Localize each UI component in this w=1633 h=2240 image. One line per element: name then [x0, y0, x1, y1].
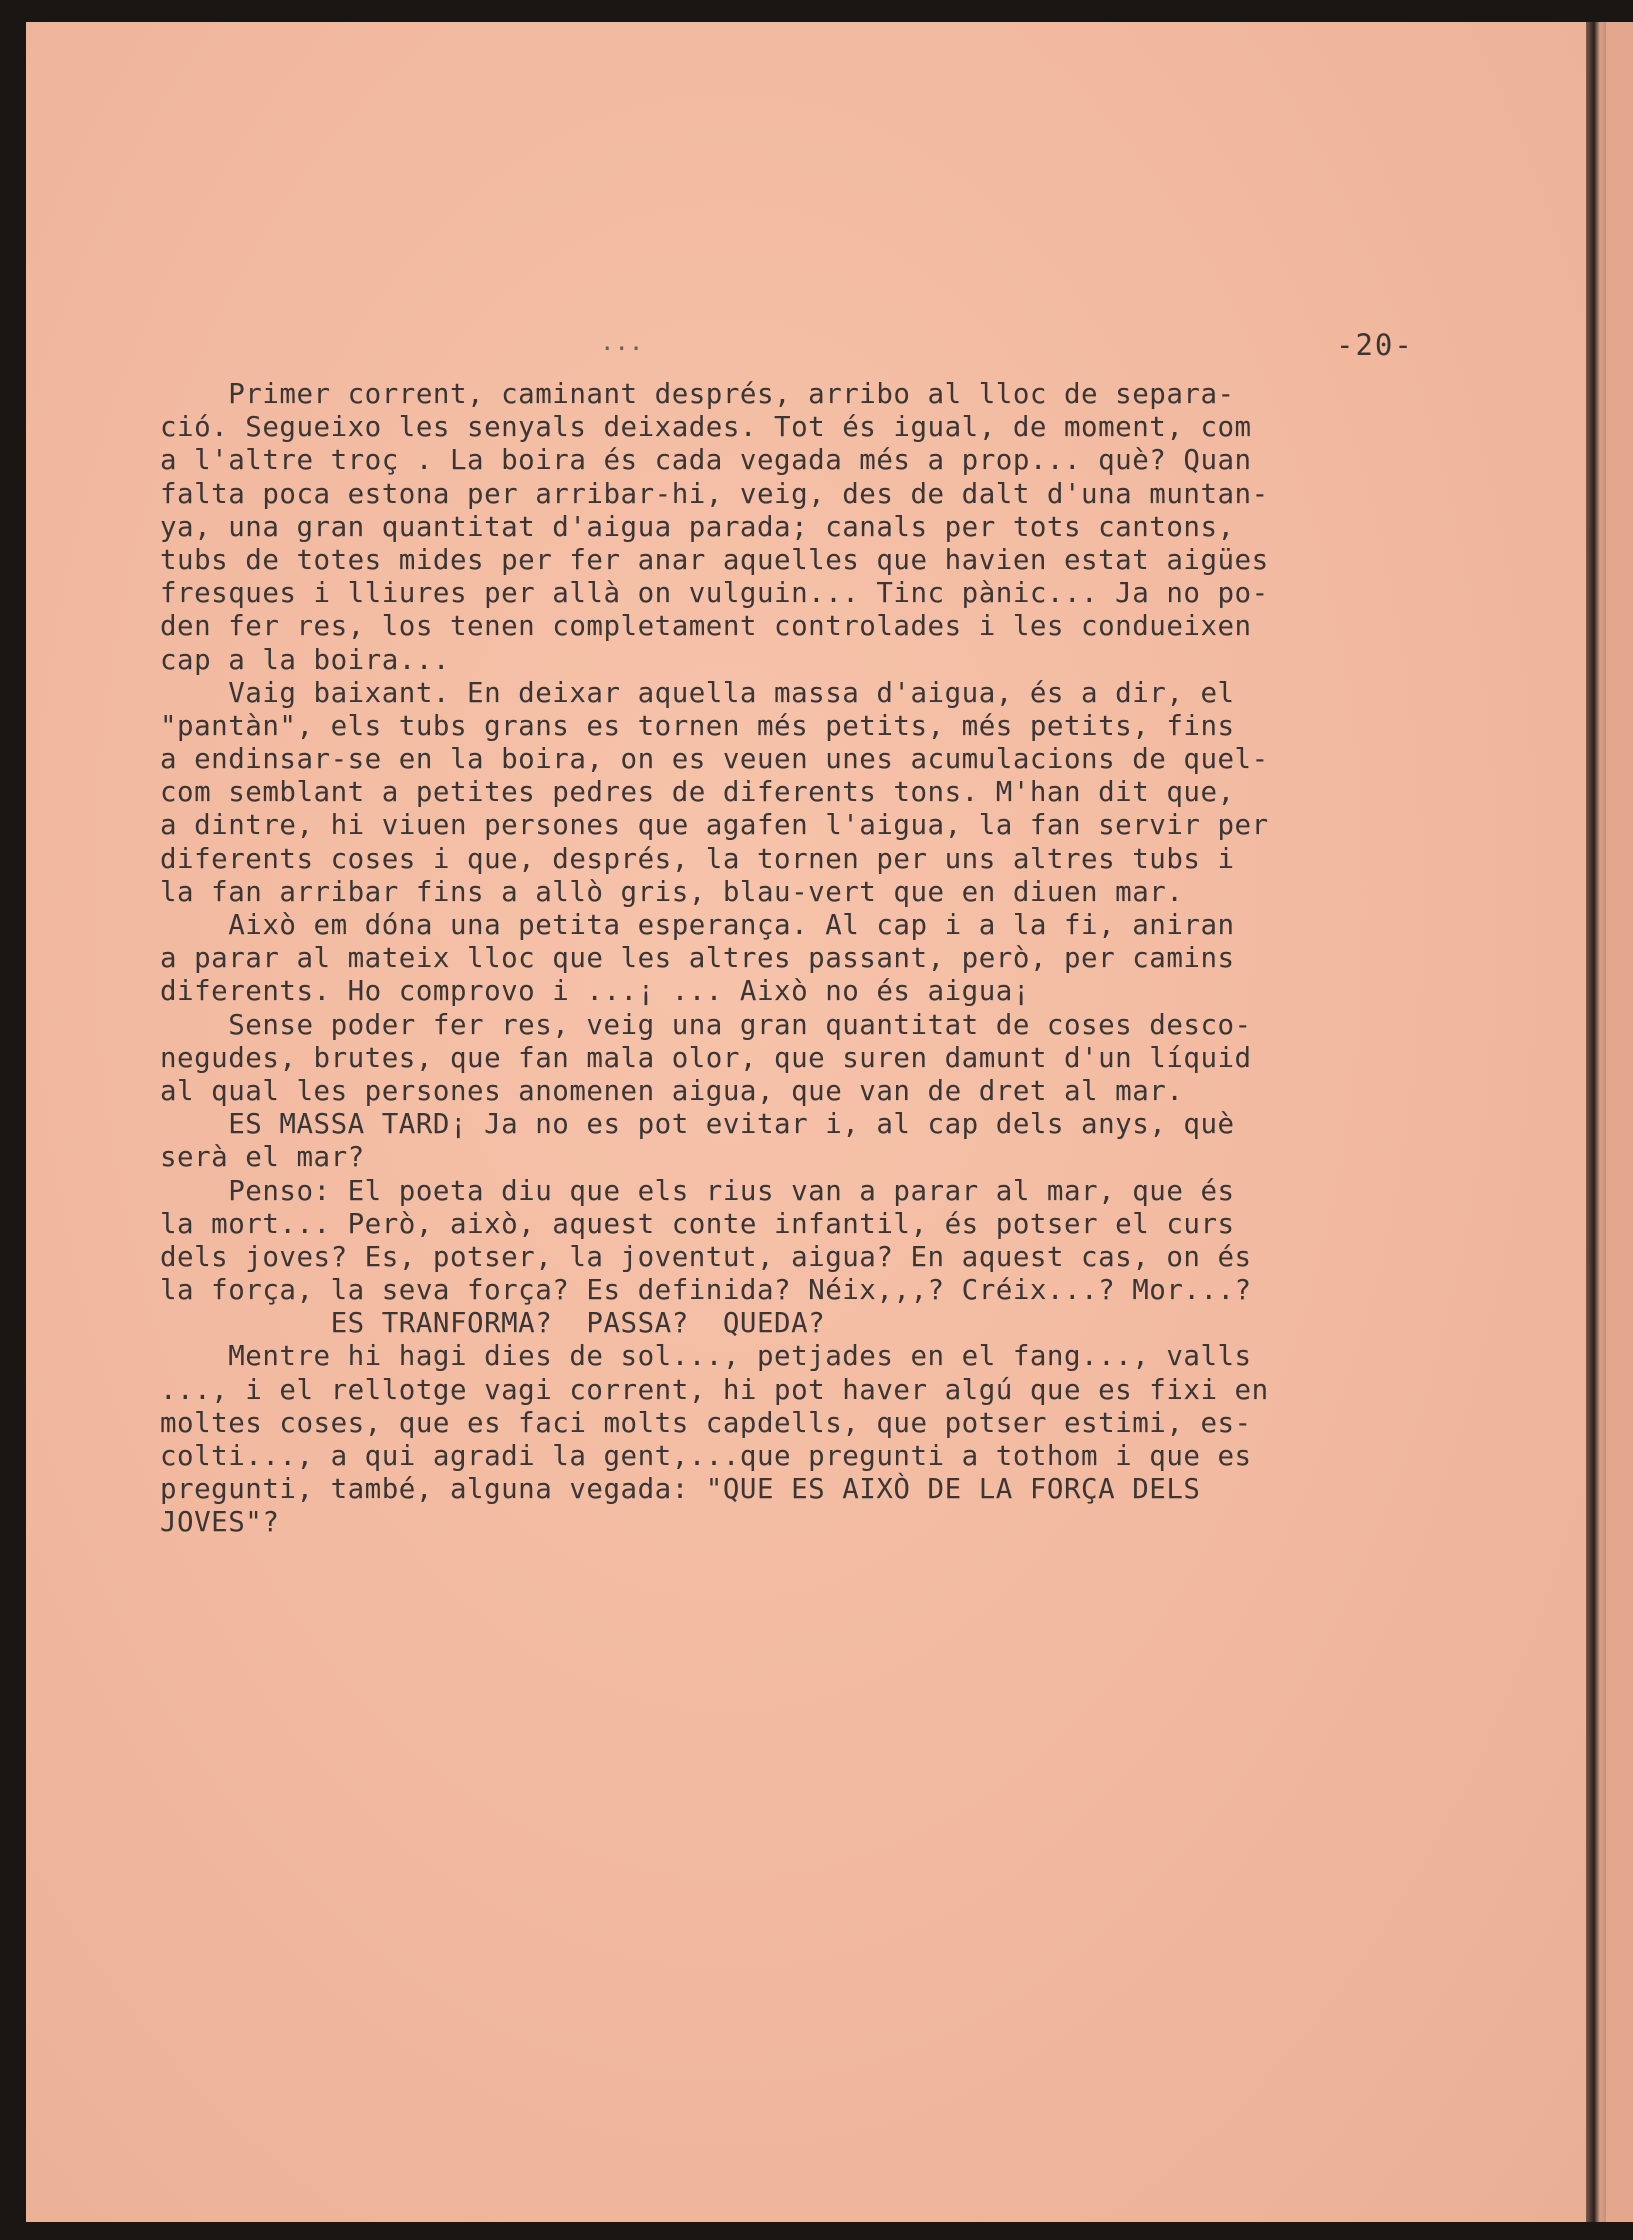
text-line: moltes coses, que es faci molts capdells, que potser estimi, es- — [160, 1406, 1252, 1439]
text-line: negudes, brutes, que fan mala olor, que suren damunt d'un líquid — [160, 1041, 1252, 1074]
text-line: al qual les persones anomenen aigua, que van de dret al mar. — [160, 1074, 1184, 1107]
text-line: Això em dóna una petita esperança. Al cap i a la fi, aniran — [160, 909, 1235, 941]
text-line: Vaig baixant. En deixar aquella massa d'aigua, és a dir, el — [160, 676, 1235, 709]
header-dots: ... — [600, 328, 644, 356]
text-line: la força, la seva força? Es definida? Néix,,,? Créix...? Mor...? — [160, 1274, 1252, 1307]
text-line: serà el mar? — [160, 1141, 365, 1174]
text-line: a dintre, hi viuen persones que agafen l'aigua, la fan servir per — [160, 809, 1269, 842]
text-line: Mentre hi hagi dies de sol..., petjades en el fang..., valls — [160, 1340, 1252, 1373]
text-line: JOVES"? — [160, 1506, 280, 1539]
text-line: diferents. Ho comprovo i ...¡ ... Això no és aigua¡ — [160, 975, 1030, 1008]
text-line: la fan arribar fins a allò gris, blau-vert que en diuen mar. — [160, 875, 1184, 908]
text-line: Primer corrent, caminant després, arribo al lloc de separa- — [160, 378, 1235, 410]
text-line: den fer res, los tenen completament controlades i les condueixen — [160, 610, 1252, 643]
text-line: "pantàn", els tubs grans es tornen més petits, més petits, fins — [160, 709, 1235, 742]
book-spine-shadow — [1586, 22, 1606, 2222]
text-line: dels joves? Es, potser, la joventut, aigua? En aquest cas, on és — [160, 1240, 1252, 1273]
text-line: la mort... Però, això, aquest conte infantil, és potser el curs — [160, 1207, 1235, 1240]
text-line: ció. Segueixo les senyals deixades. Tot és igual, de moment, com — [160, 411, 1252, 444]
text-line: pregunti, també, alguna vegada: "QUE ES AIXÒ DE LA FORÇA DELS — [160, 1473, 1201, 1506]
text-line: a l'altre troç . La boira és cada vegada més a prop... què? Quan — [160, 444, 1252, 477]
text-line: ya, una gran quantitat d'aigua parada; canals per tots cantons, — [160, 510, 1235, 543]
text-line: falta poca estona per arribar-hi, veig, des de dalt d'una muntan- — [160, 477, 1269, 510]
text-line: a endinsar-se en la boira, on es veuen unes acumulacions de quel- — [160, 743, 1269, 776]
text-line: cap a la boira... — [160, 643, 450, 676]
text-line: ..., i el rellotge vagi corrent, hi pot haver algú que es fixi en — [160, 1373, 1269, 1406]
text-line: colti..., a qui agradi la gent,...que pregunti a tothom i que es — [160, 1440, 1252, 1472]
typed-body-text — [160, 378, 1460, 1540]
text-line: Sense poder fer res, veig una gran quantitat de coses desco- — [160, 1008, 1252, 1041]
text-line: diferents coses i que, després, la tornen per uns altres tubs i — [160, 842, 1235, 875]
next-page-edge — [1606, 22, 1633, 2222]
page-number: -20- — [1336, 328, 1414, 362]
text-line: com semblant a petites pedres de diferents tons. M'han dit que, — [160, 776, 1235, 809]
text-line: ES MASSA TARD¡ Ja no es pot evitar i, al cap dels anys, què — [160, 1108, 1235, 1141]
text-line: a parar al mateix lloc que les altres passant, però, per camins — [160, 942, 1235, 975]
text-line: fresques i lliures per allà on vulguin... Tinc pànic... Ja no po- — [160, 577, 1269, 610]
text-line: Penso: El poeta diu que els rius van a parar al mar, que és — [160, 1174, 1235, 1207]
text-line: tubs de totes mides per fer anar aquelles que havien estat aigües — [160, 543, 1269, 576]
text-line: ES TRANFORMA? PASSA? QUEDA? — [160, 1307, 826, 1340]
